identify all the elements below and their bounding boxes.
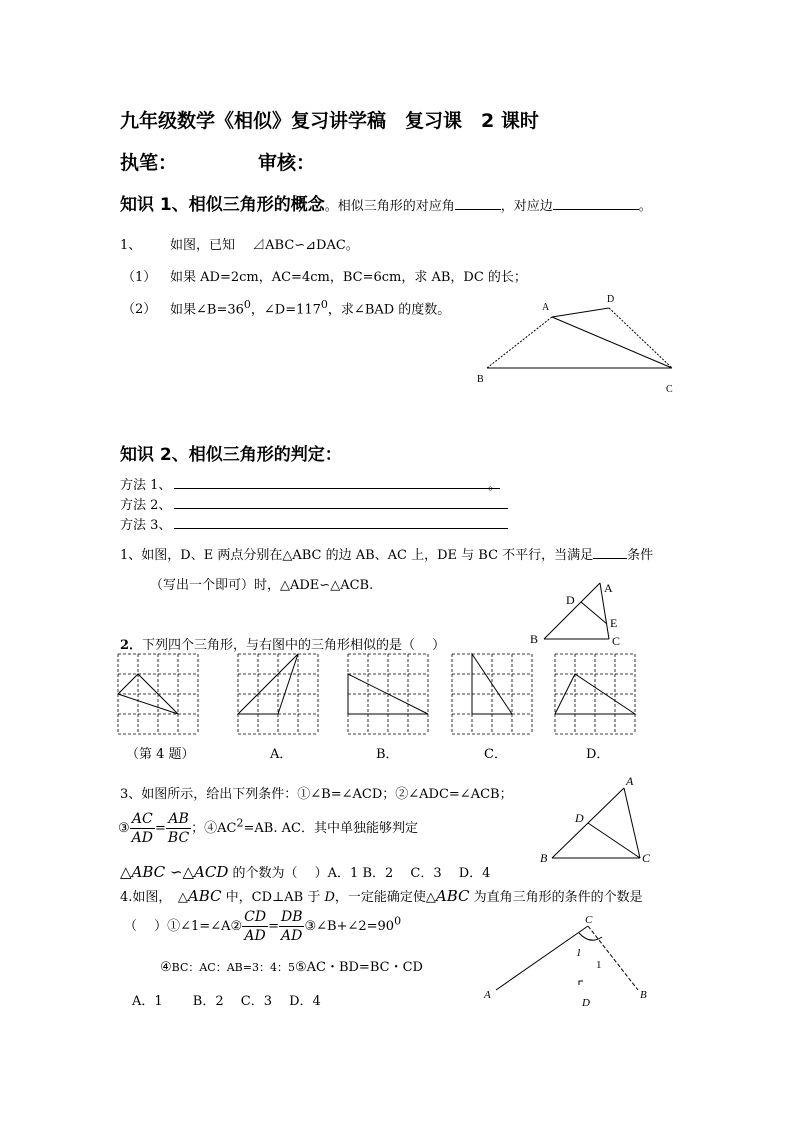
q5-line-2: （ ）①∠1=∠A② $\frac{CD}{AD}$ = $\frac{DB}{AD}$ $③\angle B+\angle 2=90^0$ (124, 909, 402, 944)
method-3-label: 方法 3、 (120, 518, 172, 533)
q1-p2: 如果$\angle B=36^0$，$\angle D=117^0$，求∠BAD 的度数。 (170, 298, 451, 318)
q4-line-1: 3、如图所示，给出下列条件：①∠B=∠ACD；②∠ADC=∠ACB； (120, 787, 513, 802)
k1-text-2: ，对应边 (500, 199, 553, 214)
knowledge-1-heading: 知识 1、相似三角形的概念 (120, 195, 325, 215)
q1-p1-num: （1） (122, 270, 157, 285)
svg-text:B: B (640, 989, 647, 1001)
q1-p2-num: （2） (122, 302, 157, 317)
q3-text: 2．下列四个三角形，与右图中的三角形相似的是（ ） (120, 638, 446, 653)
svg-text:B: B (540, 851, 548, 865)
q5-line-3: ④BC：AC：AB=3：4：5⑤AC・BD=BC・CD (160, 960, 423, 975)
label-C: C (666, 384, 673, 395)
q4-line-2: ③ $\frac{AC}{AD}$ = $\frac{AB}{BC}$ ；$④AC^2=AB$. AC．其中单独能够判定 (118, 811, 418, 846)
method-2-label: 方法 2、 (120, 498, 172, 513)
q1-text: 如图，已知 ⊿ABC∽⊿DAC。 (170, 238, 359, 253)
q5-line-1: 4.如图， △ABC 中，CD⊥AB 于 D，一定能确定使△ABC 为直角三角形的条件的个数是 (120, 887, 643, 905)
svg-text:D: D (582, 997, 590, 1009)
knowledge-2-heading: 知识 2、相似三角形的判定： (120, 445, 342, 465)
svg-text:D: D (575, 811, 584, 825)
page-title: 九年级数学《相似》复习讲学稿 复习课 2 课时 (120, 110, 539, 132)
svg-text:1: 1 (596, 959, 602, 971)
grid-label-main: （第 4 题） (126, 747, 195, 762)
q2-line-2: （写出一个即可）时，△ADE∽△ACB. (150, 578, 374, 593)
svg-text:A: A (626, 774, 634, 788)
method-1-end: 。 (488, 478, 502, 493)
svg-text:C: C (585, 914, 593, 926)
grid-label-d: D． (586, 747, 610, 762)
svg-text:B: B (530, 632, 539, 646)
svg-text:D: D (566, 593, 575, 607)
svg-text:A: A (484, 989, 491, 1001)
q5-options: A．1 B．2 C．3 D．4 (132, 994, 321, 1009)
q1-p1: 如果 AD=2cm，AC=4cm，BC=6cm，求 AB，DC 的长； (170, 270, 527, 285)
svg-text:A: A (604, 581, 613, 595)
method-1-label: 方法 1、 (120, 478, 172, 493)
q4-line-3: △ABC ∽△ACD 的个数为（ ）A．1 B．2 C．3 D．4 (120, 863, 491, 881)
label-A: A (542, 302, 550, 313)
grid-label-a: A． (270, 747, 293, 762)
svg-text:E: E (610, 616, 618, 630)
svg-text:1: 1 (576, 947, 582, 959)
k1-text-3: 。 (638, 199, 652, 214)
label-D: D (607, 294, 615, 305)
label-B: B (477, 374, 484, 385)
k1-text-1: 。相似三角形的对应角 (324, 199, 455, 214)
writer-label: 执笔： (120, 152, 178, 174)
svg-text:C: C (612, 634, 621, 648)
grid-label-b: B． (376, 747, 399, 762)
reviewer-label: 审核： (258, 152, 316, 174)
q2-line-1: 1、如图，D、E 两点分别在△ABC 的边 AB、AC 上，DE 与 BC 不平行，当满足 条件 (120, 544, 653, 563)
grid-label-c: C． (484, 747, 507, 762)
q1-num: 1、 (120, 238, 142, 253)
svg-text:C: C (642, 851, 651, 865)
